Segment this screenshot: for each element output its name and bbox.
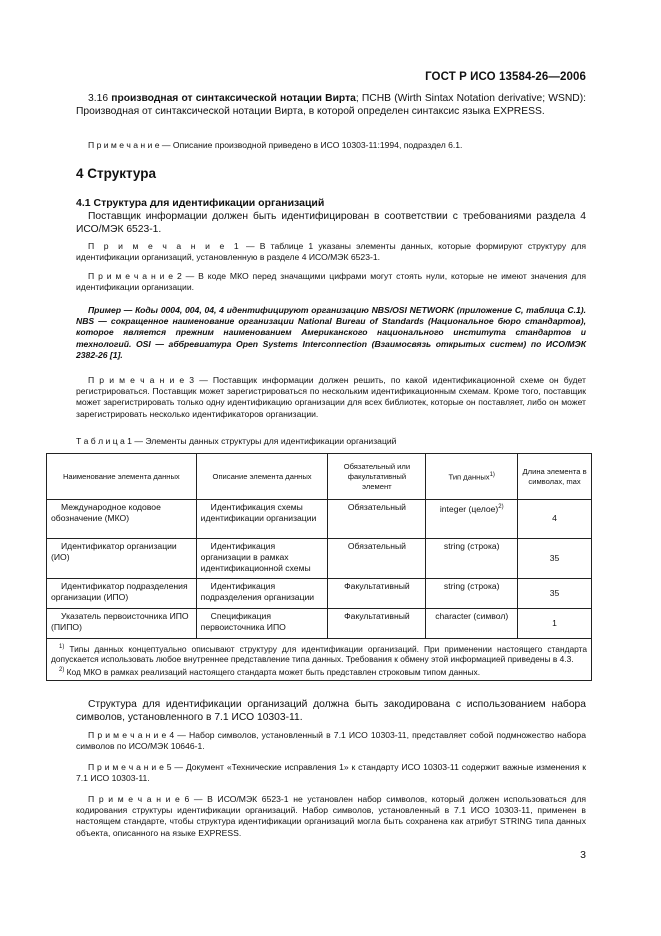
footnote-2	[51, 665, 587, 677]
note-label: П р и м е ч а н и е 6	[88, 794, 190, 804]
note-text: — Поставщик информации должен решить, по какой идентификационной схеме он будет регистрироваться. Поставщик может зарегистрироваться по нескольким идентификационным схемам. Кроме того, поставщик может зарегистрировать только одну идентификацию организации для всех библиотек, которые он поставляет, либо он может зарегистрировать несколько идентификаторов организации.	[76, 375, 586, 419]
footnote-1-text: Типы данных концептуально описывают структуру для идентификации организаций. При применении настоящего стандарта допускается использовать любое внутреннее представление типа данных. Требования к обмену этой информацией приведены в 4.3.	[51, 643, 587, 665]
header-type	[426, 454, 518, 500]
note-label: П р и м е ч а н и е	[88, 140, 160, 150]
cell-required: Обязательный	[328, 539, 426, 579]
note-label: П р и м е ч а н и е 1	[88, 241, 241, 251]
note-text: — Описание производной приведено в ИСО 10303-11:1994, подраздел 6.1.	[159, 140, 463, 150]
cell-length: 4	[518, 500, 592, 539]
table-footnotes	[47, 639, 592, 681]
cell-type	[426, 500, 518, 539]
subsection-4-1-heading: 4.1 Структура для идентификации организаций	[76, 197, 325, 209]
note-3	[76, 375, 586, 420]
note-text: — Набор символов, установленный в 7.1 ИСО 10303-11, представляет собой подмножество набора символов по ИСО/МЭК 10646-1.	[76, 730, 586, 752]
cell-name: Идентификатор организации (ИО)	[47, 539, 197, 579]
note-text: — Документ «Технические исправления 1» к стандарту ИСО 10303-11 содержит важные изменения к 7.1 ИСО 10303-11.	[76, 762, 586, 784]
footnote-2-text: Код МКО в рамках реализаций настоящего стандарта может быть представлен строковым типом данных.	[64, 666, 481, 677]
section-4-heading: 4 Структура	[76, 166, 156, 181]
header-name: Наименование элемента данных	[47, 454, 197, 500]
note-4	[76, 730, 586, 752]
table-row	[47, 609, 592, 639]
table-row	[47, 539, 592, 579]
cell-type-value: integer (целое)	[439, 503, 499, 514]
footnote-1-mark: 1)	[59, 644, 65, 650]
table-caption-label: Т а б л и ц а 1	[76, 436, 132, 446]
cell-length: 1	[518, 609, 592, 639]
page-header-standard: ГОСТ Р ИСО 13584-26—2006	[425, 71, 586, 83]
cell-type: character (символ)	[426, 609, 518, 639]
cell-length: 35	[518, 539, 592, 579]
example-paragraph: Пример — Коды 0004, 004, 04, 4 идентифицируют организацию NBS/OSI NETWORK (приложение С, таблица С.1). NBS — сокращенное наименование организации National Bureau of Standards (Национальное бюро стандартов), которое является прежним наименованием Американского национального института стандартов и технологий. OSI — аббревиатура Open Systems Interconnection (Взаимосвязь открытых систем) по ИСО/МЭК 2382-26 [1].	[76, 305, 586, 360]
note-5	[76, 762, 586, 784]
cell-type-footnote-ref: 2)	[498, 504, 504, 510]
cell-description: Идентификация организации в рамках идентификационной схемы	[196, 539, 328, 579]
table-1	[46, 453, 592, 681]
cell-type: string (строка)	[426, 579, 518, 609]
cell-description: Спецификация первоисточника ИПО	[196, 609, 328, 639]
cell-type: string (строка)	[426, 539, 518, 579]
table-row	[47, 500, 592, 539]
note-label: П р и м е ч а н и е 5	[88, 762, 172, 772]
cell-name: Идентификатор подразделения организации (ИПО)	[47, 579, 197, 609]
cell-description: Идентификация схемы идентификации организации	[196, 500, 328, 539]
note-1	[76, 241, 586, 263]
header-description: Описание элемента данных	[196, 454, 328, 500]
definition-number: 3.16	[88, 93, 109, 104]
note-text: — В коде МКО перед значащими цифрами могут стоять нули, которые не имеют значения для идентификации организации.	[76, 271, 587, 293]
header-type-footnote-ref: 1)	[489, 472, 495, 479]
cell-required: Факультативный	[328, 609, 426, 639]
footnote-2-mark: 2)	[59, 666, 65, 673]
note-label: П р и м е ч а н и е 4	[88, 730, 175, 740]
definition-text: ; ПСНВ (Wirth Sintax Notation derivative; WSND): Производная от синтаксической нотации Вирта, в которой определен синтаксис языка EXPRESS.	[76, 93, 586, 117]
page-number: 3	[580, 849, 586, 861]
note-derivative	[76, 140, 586, 151]
note-6	[76, 794, 586, 839]
footnote-1	[51, 642, 587, 665]
definition-term: производная от синтаксической нотации Вирта	[111, 93, 356, 104]
data-elements-table	[46, 453, 592, 681]
header-type-label: Тип данных	[448, 472, 490, 482]
cell-required: Факультативный	[328, 579, 426, 609]
note-label: П р и м е ч а н и е 2	[88, 271, 182, 281]
cell-required: Обязательный	[328, 500, 426, 539]
table-1-caption	[76, 436, 586, 446]
cell-name: Указатель первоисточника ИПО (ПИПО)	[47, 609, 197, 639]
cell-length: 35	[518, 579, 592, 609]
cell-description: Идентификация подразделения организации	[196, 579, 328, 609]
table-row	[47, 579, 592, 609]
header-required: Обязательный или факультативный элемент	[328, 454, 426, 500]
paragraph-4-1: Поставщик информации должен быть идентифицирован в соответствии с требованиями раздела 4 ИСО/МЭК 6523-1.	[76, 211, 586, 235]
note-text: — В ИСО/МЭК 6523-1 не установлен набор символов, который должен использоваться для кодирования структуры идентификации организаций. Набор символов, установленный в 7.1 ИСО 10303-11, применен в настоящем стандарте, чтобы структура идентификации организаций могла быть сохранена как атрибут STRING типа данных объекта, описанного на языке EXPRESS.	[76, 794, 586, 838]
table-caption-text: — Элементы данных структуры для идентификации организаций	[131, 436, 397, 446]
table-header-row	[47, 454, 592, 500]
note-text: — В таблице 1 указаны элементы данных, которые формируют структуру для идентификации организаций, установленную в разделе 4 ИСО/МЭК 6523-1.	[76, 241, 586, 263]
note-label: П р и м е ч а н и е 3	[88, 375, 195, 385]
table-footnotes-row	[47, 639, 592, 681]
note-2	[76, 271, 586, 293]
header-length: Длина элемента в символах, max	[518, 454, 592, 500]
paragraph-encoding: Структура для идентификации организаций должна быть закодирована с использованием набора символов, установленного в 7.1 ИСО 10303-11.	[76, 699, 586, 723]
definition-3-16	[76, 93, 586, 119]
cell-name: Международное кодовое обозначение (МКО)	[47, 500, 197, 539]
